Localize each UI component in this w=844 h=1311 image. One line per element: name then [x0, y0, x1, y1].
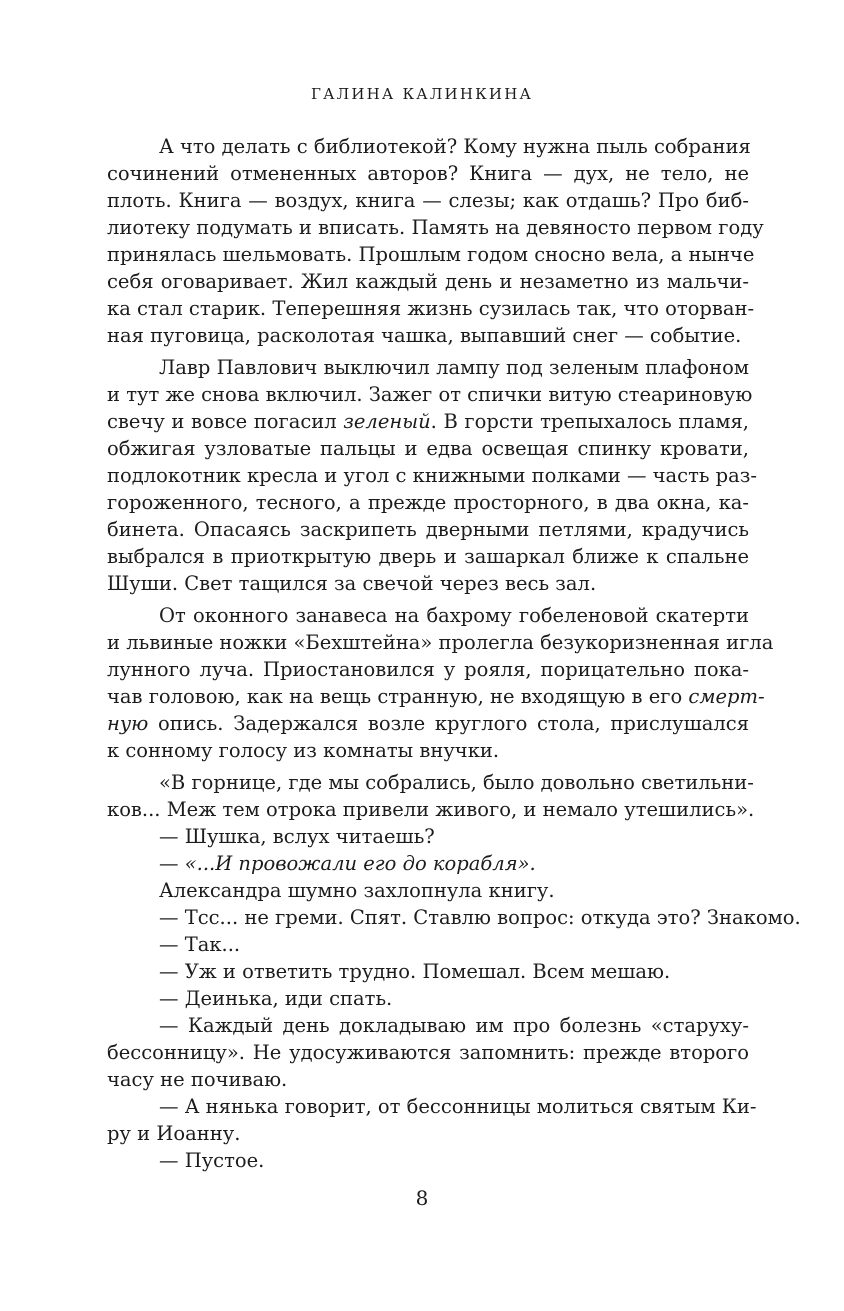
text-line: себя оговаривает. Жил каждый день и незаметно из мальчи- [107, 270, 749, 293]
dialogue-line: — Деинька, иди спать. [159, 987, 393, 1010]
text-line: лиотеку подумать и вписать. Память на девяносто первом году [107, 216, 764, 239]
dialogue-line: — Шушка, вслух читаешь? [159, 825, 435, 848]
text-line: Лавр Павлович выключил лампу под зеленым плафоном [159, 356, 749, 379]
dialogue-line: ру и Иоанну. [107, 1122, 241, 1145]
text-line: и львиные ножки «Бехштейна» пролегла безукоризненная игла [107, 631, 774, 654]
dialogue-line: — Тсс... не греми. Спят. Ставлю вопрос: откуда это? Знакомо. [159, 906, 801, 929]
text-line: «В горнице, где мы собрались, было довольно светильни- [159, 771, 754, 794]
text-span: опись. Задержался возле круглого стола, прислушался [148, 712, 749, 735]
text-line: бинета. Опасаясь заскрипеть дверными петлями, крадучись [107, 518, 749, 541]
text-line: ка стал старик. Теперешняя жизнь сузилась так, что оторван- [107, 297, 755, 320]
dialogue-line: часу не почиваю. [107, 1068, 288, 1091]
text-line: Александра шумно захлопнула книгу. [159, 879, 555, 902]
text-line: и тут же снова включил. Зажег от спички витую стеариновую [107, 383, 753, 406]
text-line: принялась шельмовать. Прошлым годом сносно вела, а нынче [107, 243, 755, 266]
dialogue-line: — Уж и ответить трудно. Помешал. Всем мешаю. [159, 960, 671, 983]
dialogue-line: — Так... [159, 933, 241, 956]
dialogue-line: — Пустое. [159, 1149, 265, 1172]
text-line: ная пуговица, расколотая чашка, выпавший снег — событие. [107, 324, 742, 347]
text-line [107, 408, 749, 435]
italic-span: ную [107, 712, 149, 735]
text-line: выбрался в приоткрытую дверь и зашаркал ближе к спальне [107, 545, 749, 568]
text-line: От оконного занавеса на бахрому гобеленовой скатерти [159, 604, 749, 627]
text-line [107, 710, 749, 737]
body-text [107, 133, 801, 1174]
text-line [107, 683, 765, 710]
dialogue-line: — Каждый день докладываю им про болезнь «старуху- [159, 1014, 749, 1037]
text-line: Шуши. Свет тащился за свечой через весь зал. [107, 572, 597, 595]
text-line: ков... Меж тем отрока привели живого, и немало утешились». [107, 798, 755, 821]
italic-span: зеленый [343, 410, 431, 433]
running-head: ГАЛИНА КАЛИНКИНА [310, 85, 534, 103]
page-number: 8 [415, 1186, 429, 1210]
text-line: обжигая узловатые пальцы и едва освещая спинку кровати, [107, 437, 749, 460]
dialogue-line: бессонницу». Не удосуживаются запомнить: прежде второго [107, 1041, 749, 1064]
text-line: к сонному голосу из комнаты внучки. [107, 739, 500, 762]
italic-span: смерт- [688, 685, 765, 708]
dialogue-line: — А нянька говорит, от бессонницы молиться святым Ки- [159, 1095, 757, 1118]
text-line: сочинений отмененных авторов? Книга — дух, не тело, не [107, 162, 749, 185]
text-span: свечу и вовсе погасил [107, 410, 344, 433]
text-line: А что делать с библиотекой? Кому нужна пыль собрания [159, 135, 751, 158]
text-span: чав головою, как на вещь странную, не входящую в его [107, 685, 689, 708]
text-line: подлокотник кресла и угол с книжными полками — часть раз- [107, 464, 758, 487]
text-line: лунного луча. Приостановился у рояля, порицательно пока- [107, 658, 749, 681]
text-line: плоть. Книга — воздух, книга — слезы; как отдашь? Про биб- [107, 189, 749, 212]
text-line: гороженного, тесного, а прежде просторного, в два окна, ка- [107, 491, 749, 514]
dialogue-line: — «...И провожали его до корабля». [159, 852, 536, 875]
text-span: . В горсти трепыхалось пламя, [430, 410, 750, 433]
